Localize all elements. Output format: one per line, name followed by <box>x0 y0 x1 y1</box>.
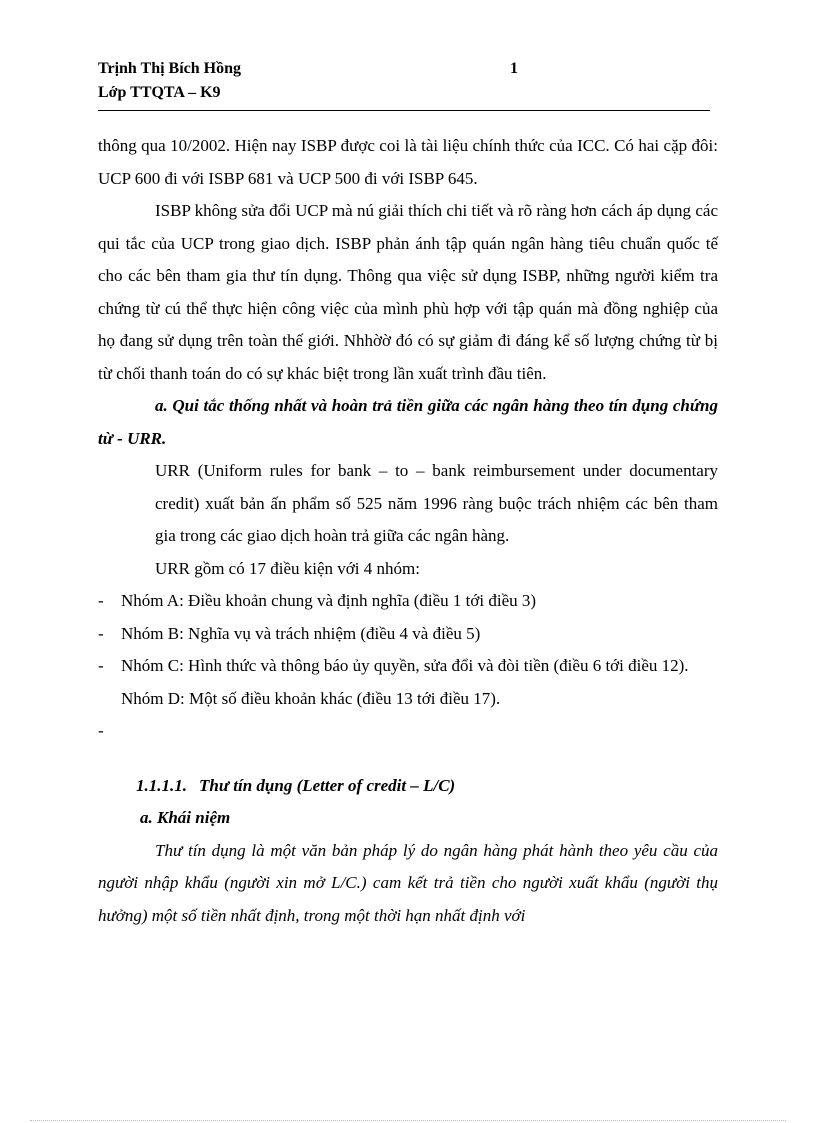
list-dash: - <box>98 656 104 675</box>
group-b: Nhóm B: Nghĩa vụ và trách nhiệm (điều 4 và điều 5) <box>121 623 481 643</box>
page-header <box>98 60 710 111</box>
header-author: Trịnh Thị Bích Hồng <box>98 60 242 77</box>
list-dash: - <box>98 721 104 740</box>
subheading-concept: a. Khái niệm <box>140 808 231 827</box>
page-bottom-divider <box>30 1120 786 1121</box>
document-body <box>98 130 718 932</box>
paragraph-isbp-intro: thông qua 10/2002. Hiện nay ISBP được coi là tài liệu chính thức của ICC. Có hai cặp đôi: UCP 600 đi với ISBP 681 và UCP 500 đi với ISBP 645. <box>98 136 718 188</box>
list-item-empty <box>98 715 718 748</box>
list-item <box>98 585 718 618</box>
group-d: Nhóm D: Một số điều khoản khác (điều 13 tới điều 17). <box>121 688 501 708</box>
list-item <box>98 618 718 651</box>
paragraph-urr: URR (Uniform rules for bank – to – bank reimbursement under documentary credit) xuất bản ấn phẩm số 525 năm 1996 ràng buộc trách nhiệm các bên tham gia trong các giao dịch hoàn trả giữa các ngân hàng. <box>155 461 718 545</box>
group-c: Nhóm C: Hình thức và thông báo ủy quyền, sửa đổi và đòi tiền (điều 6 tới điều 12). <box>121 656 689 675</box>
list-item <box>98 650 718 683</box>
page-number: 1 <box>510 60 518 77</box>
paragraph-isbp-detail: ISBP không sửa đổi UCP mà nú giải thích chi tiết và rõ ràng hơn cách áp dụng các qui tắc của UCP trong giao dịch. ISBP phản ánh tập quán ngân hàng tiêu chuẩn quốc tế cho các bên tham gia thư tín dụng. Thông qua việc sử dụng ISBP, những người kiểm tra chứng từ cú thể thực hiện công việc của mình phù hợp với tập quán mà đồng nghiệp của họ đang sử dụng trên toàn thế giới. Nhhờờ đó có sự giảm đi đáng kể số lượng chứng từ bị từ chối thanh toán do có sự khác biệt trong lần xuất trình đầu tiên. <box>98 201 718 383</box>
list-dash: - <box>98 591 104 610</box>
header-class: Lớp TTQTA – K9 <box>98 84 221 101</box>
urr-groups-intro: URR gồm có 17 điều kiện với 4 nhóm: <box>155 558 420 578</box>
group-a: Nhóm A: Điều khoản chung và định nghĩa (điều 1 tới điều 3) <box>121 591 537 610</box>
heading-number: 1.1.1.1. <box>136 775 187 795</box>
list-dash: - <box>98 623 104 643</box>
section-heading <box>136 770 718 803</box>
section-a-title: a. Qui tắc thống nhất và hoàn trả tiền giữa các ngân hàng theo tín dụng chứng từ - URR. <box>98 396 718 448</box>
definition-paragraph: Thư tín dụng là một văn bản pháp lý do ngân hàng phát hành theo yêu cầu của người nhập khẩu (người xin mở L/C.) cam kết trả tiền cho người xuất khẩu (người thụ hưởng) một số tiền nhất định, trong một thời hạn nhất định với <box>98 840 718 925</box>
heading-text: Thư tín dụng (Letter of credit – L/C) <box>199 775 456 795</box>
list-item <box>98 683 718 716</box>
